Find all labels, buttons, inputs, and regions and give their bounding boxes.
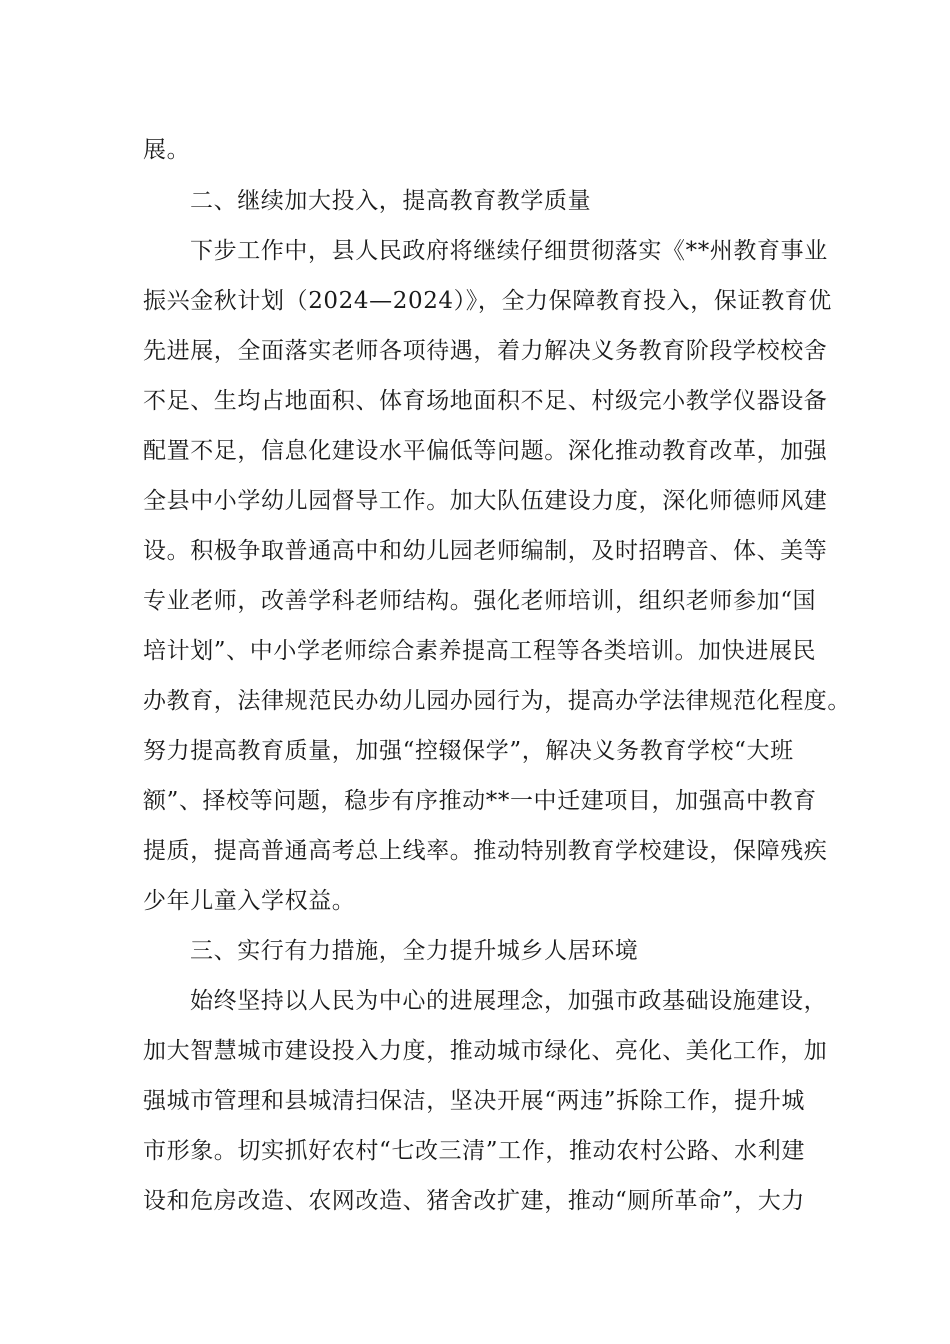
paragraph-line: 全县中小学幼儿园督导工作。加大队伍建设力度，深化师德师风建	[143, 488, 828, 514]
paragraph-line: 下步工作中，县人民政府将继续仔细贯彻落实《**州教育事业	[190, 238, 828, 264]
paragraph-line: 设和危房改造、农网改造、猪舍改扩建，推动“厕所革命”，大力	[143, 1188, 805, 1214]
paragraph-line: 少年儿童入学权益。	[143, 888, 356, 914]
section-heading-2: 二、继续加大投入，提高教育教学质量	[190, 188, 592, 214]
paragraph-line: 振兴金秋计划（2024—2024）》，全力保障教育投入，保证教育优	[143, 288, 832, 314]
section-heading-3: 三、实行有力措施，全力提升城乡人居环境	[190, 938, 639, 964]
paragraph-line: 设。积极争取普通高中和幼儿园老师编制，及时招聘音、体、美等	[143, 538, 828, 564]
paragraph-line: 提质，提高普通高考总上线率。推动特别教育学校建设，保障残疾	[143, 838, 828, 864]
paragraph-line: 强城市管理和县城清扫保洁，坚决开展“两违”拆除工作，提升城	[143, 1088, 805, 1114]
paragraph-line: 先进展，全面落实老师各项待遇，着力解决义务教育阶段学校校舍	[143, 338, 828, 364]
paragraph-line: 培计划”、中小学老师综合素养提高工程等各类培训。加快进展民	[143, 638, 817, 664]
paragraph-line: 努力提高教育质量，加强“控辍保学”，解决义务教育学校“大班	[143, 738, 794, 764]
paragraph-line: 配置不足，信息化建设水平偏低等问题。深化推动教育改革，加强	[143, 438, 828, 464]
paragraph-line: 不足、生均占地面积、体育场地面积不足、村级完小教学仪器设备	[143, 388, 828, 414]
paragraph-line: 专业老师，改善学科老师结构。强化老师培训，组织老师参加“国	[143, 588, 817, 614]
paragraph-line: 办教育，法律规范民办幼儿园办园行为，提高办学法律规范化程度。	[143, 688, 851, 714]
paragraph-line: 额”、择校等问题，稳步有序推动**一中迁建项目，加强高中教育	[143, 788, 817, 814]
paragraph-line: 始终坚持以人民为中心的进展理念，加强市政基础设施建设，	[190, 988, 828, 1014]
paragraph-line: 加大智慧城市建设投入力度，推动城市绿化、亮化、美化工作，加	[143, 1038, 828, 1064]
paragraph-line: 市形象。切实抓好农村“七改三清”工作，推动农村公路、水利建	[143, 1138, 805, 1164]
paragraph-continuation-line: 展。	[143, 137, 191, 163]
